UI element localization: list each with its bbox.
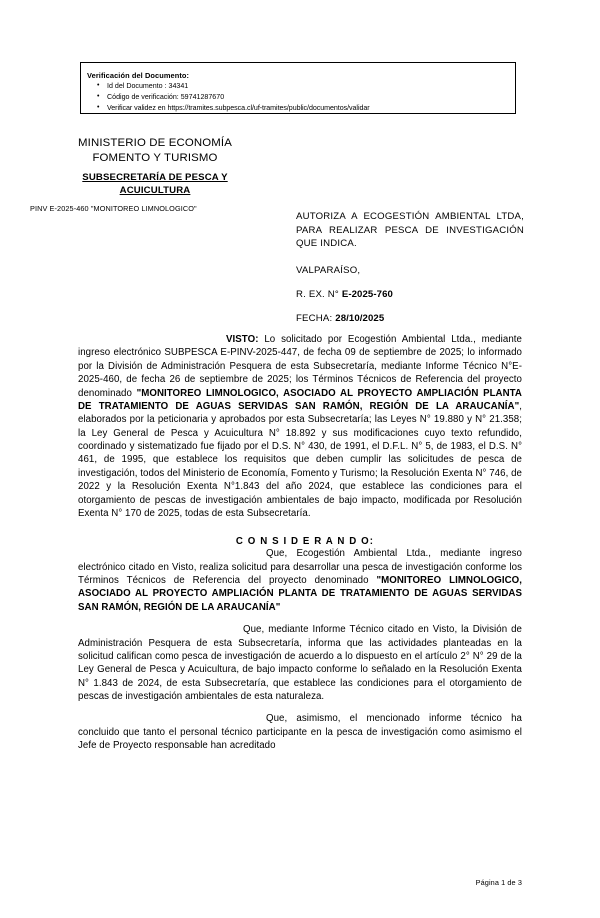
considerando-1-project-title: "MONITOREO LIMNOLOGICO, ASOCIADO AL PROYECTO AMPLIACIÓN PLANTA DE TRATAMIENTO DE AGUAS SERVIDAS SAN RAMÓN, REGIÓN DE LA ARAUCANÍA" [78, 575, 522, 613]
page-footer [0, 878, 522, 887]
resolution-subject: AUTORIZA A ECOGESTIÓN AMBIENTAL LTDA, PARA REALIZAR PESCA DE INVESTIGACIÓN QUE INDICA. [296, 211, 524, 250]
resolution-date-line [296, 313, 524, 324]
page-number-label: Página 1 de 3 [475, 878, 522, 887]
resolution-date-value: 28/10/2025 [335, 312, 385, 324]
resolution-number-line [296, 289, 524, 300]
letterhead [30, 136, 280, 213]
paragraph-considerando-1 [78, 547, 522, 614]
visto-label: VISTO: [226, 334, 259, 345]
subsecretaria-line2: ACUICULTURA [119, 185, 191, 197]
ministry-name-line1: MINISTERIO DE ECONOMÍA [78, 137, 232, 149]
subsecretaria-line1: SUBSECRETARÍA DE PESCA Y [82, 172, 228, 184]
paragraph-visto [78, 333, 522, 520]
visto-text-part2: , elaborados por la peticionaria y aprobados por esta Subsecretaría; las Leyes N° 19.880 y N° 21.358; la Ley General de Pesca y Acuicultura N° 18.892 y sus modificaciones cuyo texto refundido, coordinado y sistematizado fue fijado por el D.S. N° 430, de 1991, el D.F.L. N° 5, de 1983, el D.S. N° 461, de 1995, que establece los requisitos que deben cumplir las solicitudes de pesca de investigación, todos del Ministerio de Economía, Fomento y Turismo; la Resolución Exenta N° 746, de 2022 y la Resolución Exenta N°1.843 del año 2024, que establece las condiciones para el otorgamiento de pescas de investigación ambientales de bajo impacto, modificada por Resolución Exenta N° 170 de 2025, todas de esta Subsecretaría. [78, 400, 522, 519]
considerando-heading: C O N S I D E R A N D O: [235, 536, 375, 548]
resolution-heading-block [296, 210, 524, 324]
resolution-city: VALPARAÍSO, [296, 264, 361, 276]
verification-item-document-id: • Id del Documento : 34341 [107, 81, 515, 92]
document-verification-box [80, 62, 516, 114]
resolution-number-value: E-2025-760 [341, 288, 393, 300]
paragraph-considerando-3: Que, asimismo, el mencionado informe técnico ha concluido que tanto el personal técnico participante en la pesca de investigación como asimismo el Jefe de Proyecto responsable han acreditado [78, 713, 522, 752]
verification-list [81, 81, 515, 114]
visto-text-part1: Lo solicitado por Ecogestión Ambiental Ltda., mediante ingreso electrónico SUBPESCA E-PINV-2025-447, de fecha 09 de septiembre de 2025; lo informado por la División de Administración Pesquera de esta Subsecretaría, mediante Informe Técnico N°E-2025-460, de fecha 26 de septiembre de 2025; los Términos Técnicos de Referencia del proyecto denominado [78, 334, 522, 399]
verification-item-code: • Código de verificación: 59741287670 [107, 92, 515, 103]
verification-title: Verificación del Documento: [87, 71, 190, 80]
project-code-label: PINV E-2025-460 "MONITOREO LIMNOLOGICO" [30, 204, 197, 214]
subsecretaria-name [30, 172, 280, 198]
considerando-1-text: Que, Ecogestión Ambiental Ltda., mediante ingreso electrónico citado en Visto, realiza solicitud para desarrollar una pesca de investigación conforme los Términos Técnicos de Referencia del proyecto denominado [78, 548, 522, 586]
ministry-name-line2: FOMENTO Y TURISMO [92, 151, 218, 164]
document-body [78, 333, 522, 753]
verification-item-validate-url[interactable]: • Verificar validez en https://tramites.subpesca.cl/uf-tramites/public/documentos/validar [107, 103, 515, 114]
resolution-number-label: R. EX. N° [296, 288, 339, 300]
visto-project-title: "MONITOREO LIMNOLOGICO, ASOCIADO AL PROYECTO AMPLIACIÓN PLANTA DE TRATAMIENTO DE AGUAS SERVIDAS SAN RAMÓN, REGIÓN DE LA ARAUCANÍA" [78, 387, 522, 412]
paragraph-considerando-2: Que, mediante Informe Técnico citado en Visto, la División de Administración Pesquera de esta Subsecretaría, informa que las actividades planteadas en la solicitud califican como pesca de investigación de acuerdo a lo dispuesto en el artículo 2° N° 29 de la Ley General de Pesca y Acuicultura, de bajo impacto conforme lo señalado en la Resolución Exenta N° 1.843 de 2024, de esta Subsecretaría, que establece las condiciones para el otorgamiento de pescas de investigación ambientales de esta naturaleza. [78, 624, 522, 702]
resolution-date-label: FECHA: [296, 312, 333, 324]
